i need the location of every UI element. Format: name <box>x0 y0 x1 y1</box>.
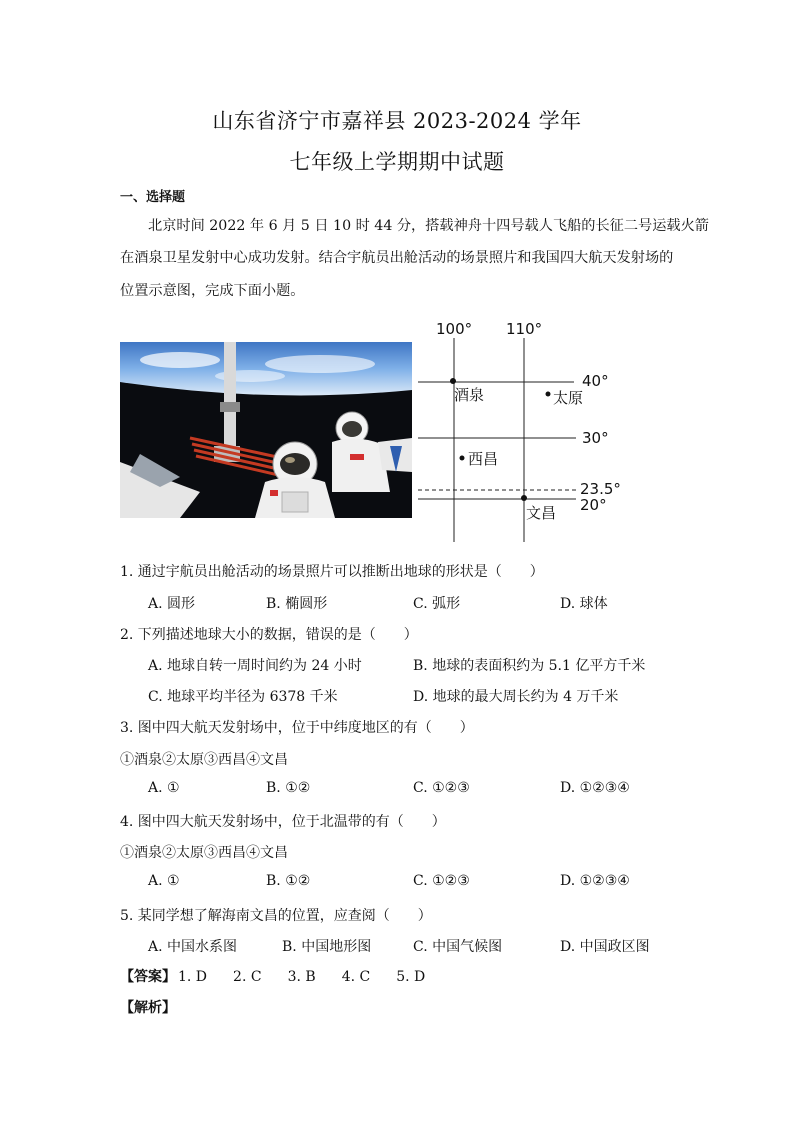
lat-label: 20° <box>580 496 607 514</box>
question-5-option-d[interactable]: D. 中国政区图 <box>560 939 650 955</box>
lon-label: 110° <box>506 320 543 338</box>
question-4-option-d[interactable]: D. ①②③④ <box>560 873 630 889</box>
question-1-option-d[interactable]: D. 球体 <box>560 596 608 612</box>
question-3-option-a[interactable]: A. ① <box>148 780 180 796</box>
jiuquan-marker <box>450 378 456 384</box>
lat-label: 30° <box>582 429 609 447</box>
section-heading: 一、选择题 <box>120 190 186 205</box>
question-3-stem: 3. 图中四大航天发射场中，位于中纬度地区的有（ ） <box>120 720 474 736</box>
site-label-jiuquan: 酒泉 <box>454 386 485 404</box>
passage-line: 在酒泉卫星发射中心成功发射。结合宇航员出舱活动的场景照片和我国四大航天发射场的 <box>120 250 674 266</box>
astronaut-photo <box>120 342 412 518</box>
answer-item: 5. D <box>396 969 426 985</box>
question-3-choices: ①酒泉②太原③西昌④文昌 <box>120 752 288 768</box>
question-5-option-a[interactable]: A. 中国水系图 <box>148 939 238 955</box>
answer-item: 3. B <box>287 969 316 985</box>
question-5-option-c[interactable]: C. 中国气候图 <box>413 939 503 955</box>
answer-item: 2. C <box>233 969 262 985</box>
question-4-choices: ①酒泉②太原③西昌④文昌 <box>120 845 288 861</box>
question-4-option-b[interactable]: B. ①② <box>266 873 311 889</box>
site-label-taiyuan: 太原 <box>553 389 584 407</box>
question-1-option-b[interactable]: B. 椭圆形 <box>266 596 328 612</box>
question-4-option-c[interactable]: C. ①②③ <box>413 873 470 889</box>
question-5-option-b[interactable]: B. 中国地形图 <box>282 939 372 955</box>
site-label-wenchang: 文昌 <box>526 504 557 522</box>
question-2-stem: 2. 下列描述地球大小的数据，错误的是（ ） <box>120 627 418 643</box>
taiyuan-marker <box>546 392 551 397</box>
passage-line: 位置示意图，完成下面小题。 <box>120 283 305 299</box>
question-2-option-a[interactable]: A. 地球自转一周时间约为 24 小时 <box>148 658 362 674</box>
analysis-label: 【解析】 <box>120 1000 176 1016</box>
question-3-option-d[interactable]: D. ①②③④ <box>560 780 630 796</box>
question-4-stem: 4. 图中四大航天发射场中，位于北温带的有（ ） <box>120 814 446 830</box>
answer-item: 4. C <box>341 969 371 985</box>
question-4-option-a[interactable]: A. ① <box>148 873 180 889</box>
answer-item: 1. D <box>178 969 208 985</box>
question-2-option-b[interactable]: B. 地球的表面积约为 5.1 亿平方千米 <box>413 658 646 674</box>
question-1-option-a[interactable]: A. 圆形 <box>148 596 196 612</box>
question-2-option-c[interactable]: C. 地球平均半径为 6378 千米 <box>148 689 338 705</box>
lat-label: 40° <box>582 372 609 390</box>
wenchang-marker <box>521 495 527 501</box>
question-1-stem: 1. 通过宇航员出舱活动的场景照片可以推断出地球的形状是（ ） <box>120 564 544 580</box>
xichang-marker <box>460 456 465 461</box>
answer-line <box>120 966 451 986</box>
map-drawing <box>414 316 674 546</box>
lat-label: 23.5° <box>580 480 621 498</box>
page-title: 山东省济宁市嘉祥县 2023-2024 学年 <box>212 109 582 133</box>
page-subtitle: 七年级上学期期中试题 <box>289 150 505 174</box>
answer-label: 【答案】 <box>120 969 176 985</box>
astronaut-photo-drawing <box>120 342 412 518</box>
passage-line: 北京时间 2022 年 6 月 5 日 10 时 44 分，搭载神舟十四号载人飞船的长征二号运载火箭 <box>148 218 709 234</box>
question-1-option-c[interactable]: C. 弧形 <box>413 596 461 612</box>
question-2-option-d[interactable]: D. 地球的最大周长约为 4 万千米 <box>413 689 619 705</box>
launch-site-map <box>414 316 674 546</box>
site-label-xichang: 西昌 <box>468 450 499 468</box>
lon-label: 100° <box>436 320 473 338</box>
question-3-option-b[interactable]: B. ①② <box>266 780 311 796</box>
question-5-stem: 5. 某同学想了解海南文昌的位置，应查阅（ ） <box>120 908 432 924</box>
question-3-option-c[interactable]: C. ①②③ <box>413 780 470 796</box>
